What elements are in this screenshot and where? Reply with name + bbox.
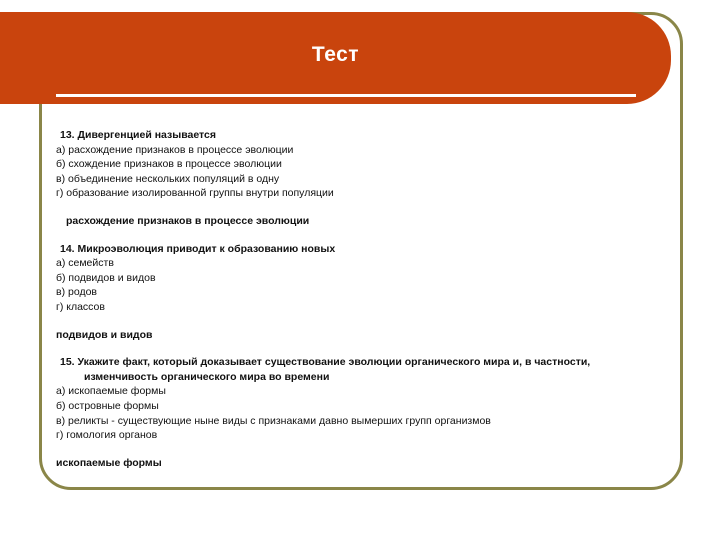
option: г) классов (56, 300, 105, 313)
option: б) схождение признаков в процессе эволюции (56, 158, 282, 171)
slide-title: Тест (311, 43, 360, 66)
question-block-13 (56, 128, 616, 201)
option: в) объединение нескольких популяций в одну (56, 172, 280, 185)
option: г) гомология органов (56, 429, 158, 442)
option: б) островные формы (56, 399, 159, 412)
option: в) реликты - существующие ныне виды с признаками давно вымерших групп организмов (56, 414, 491, 427)
answer-text: ископаемые формы (56, 456, 162, 469)
question-text: 13. Дивергенцией называется (60, 129, 217, 141)
answer-text: расхождение признаков в процессе эволюции (66, 214, 310, 227)
option: б) подвидов и видов (56, 271, 156, 284)
answer-text: подвидов и видов (56, 328, 153, 341)
question-text: 15. Укажите факт, который доказывает существование эволюции органического мира и, в частности, изменчивость органического мира во времени (60, 356, 591, 383)
option: в) родов (56, 286, 97, 299)
option: а) расхождение признаков в процессе эволюции (56, 143, 294, 156)
title-underline (56, 94, 636, 97)
option: а) семейств (56, 257, 114, 270)
option: г) образование изолированной группы внутри популяции (56, 187, 334, 200)
question-block-14 (56, 242, 616, 315)
question-text: 14. Микроэволюция приводит к образованию новых (60, 242, 336, 255)
test-content (56, 128, 616, 470)
question-block-15 (56, 355, 616, 443)
option: а) ископаемые формы (56, 385, 166, 398)
